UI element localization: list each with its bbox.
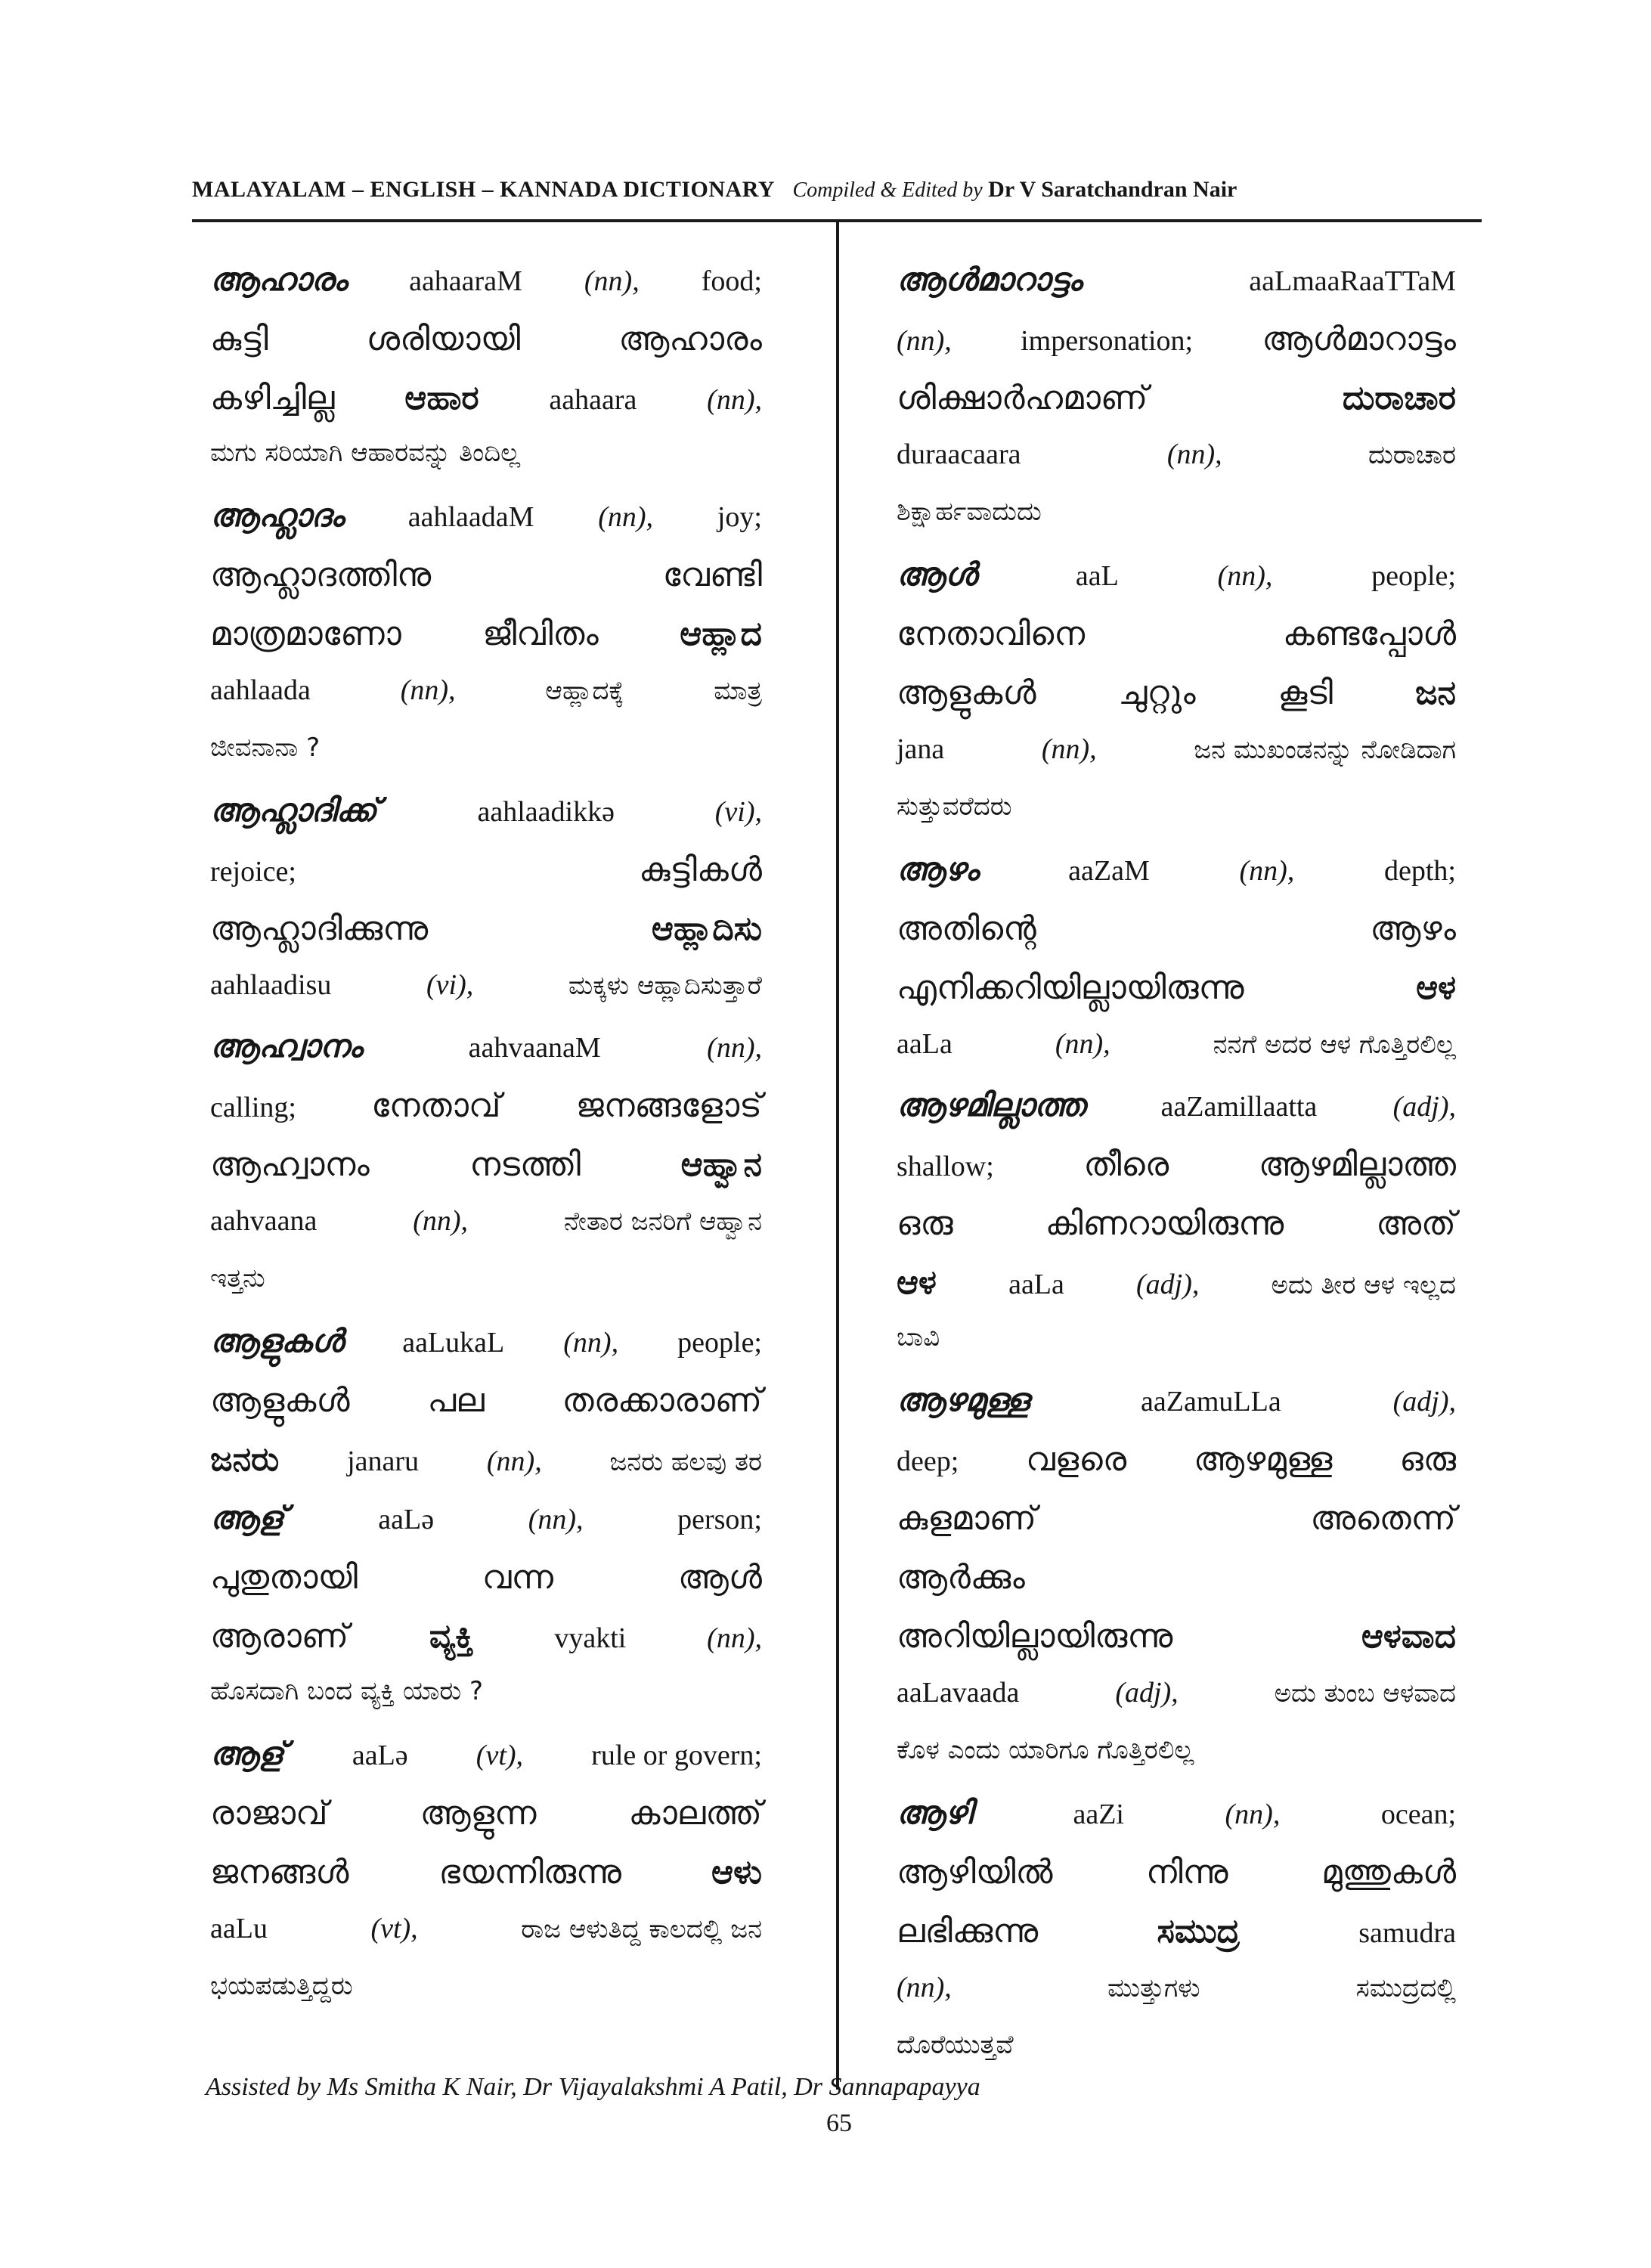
entry-line [897, 968, 1456, 1027]
entry-line [897, 261, 1456, 320]
malayalam-text: ആൾ [677, 1558, 762, 1597]
transliteration: aahlaada [210, 674, 311, 706]
entry-line [897, 1381, 1456, 1440]
compiled-label: Compiled & Edited by [792, 178, 983, 202]
part-of-speech: (nn), [1217, 560, 1273, 592]
malayalam-text: വേണ്ടി [662, 556, 762, 594]
kannada-text: ಅದು ತುಂಬ ಆಳವಾದ [1274, 1678, 1456, 1709]
part-of-speech: (nn), [400, 674, 456, 706]
malayalam-text: കുട്ടികൾ [639, 850, 762, 889]
kannada-equivalent: ದುರಾಚಾರ [1342, 379, 1456, 417]
entry-line [210, 1263, 762, 1322]
part-of-speech: (nn), [1041, 733, 1097, 765]
headword-malayalam: ആഴമില്ലാത്ത [897, 1086, 1086, 1123]
kannada-equivalent: ಆಹ್ಲಾದಿಸು [651, 909, 762, 948]
malayalam-text: ആഴം [1370, 909, 1456, 948]
part-of-speech: (nn), [598, 501, 654, 533]
malayalam-text: ആർക്കും [897, 1558, 1025, 1597]
kannada-equivalent: ಆಳು [711, 1853, 762, 1892]
malayalam-text: അത് [1376, 1204, 1456, 1243]
kannada-text: ಮುತ್ತುಗಳು [1107, 1973, 1200, 2003]
malayalam-text: നിന്നു [1145, 1853, 1228, 1892]
malayalam-text: അതിന്റെ [897, 909, 1036, 948]
part-of-speech: (nn), [707, 384, 762, 416]
entry-line [897, 1027, 1456, 1086]
transliteration: aahvaanaM [468, 1032, 601, 1064]
transliteration: aaLa [1008, 1269, 1064, 1300]
entry-line [210, 1676, 762, 1735]
malayalam-text: ആഴമുള്ള [1193, 1440, 1333, 1479]
entry-line [897, 1440, 1456, 1499]
entry-line [897, 320, 1456, 379]
entry-line [210, 1499, 762, 1558]
entry-line [897, 674, 1456, 733]
part-of-speech: (nn), [413, 1205, 468, 1237]
entry-line [897, 1558, 1456, 1617]
transliteration: aaZamillaatta [1160, 1091, 1318, 1123]
entry-line [210, 1322, 762, 1381]
headword-malayalam: ആഹ്ലാദം [210, 497, 344, 534]
entry-line [897, 1912, 1456, 1971]
headword-malayalam: ആഹ്ലാദിക്ക് [210, 792, 377, 829]
malayalam-text: ആരാണ് [210, 1617, 349, 1656]
malayalam-text: ആഹ്വാനം [210, 1145, 370, 1184]
transliteration: aaZaM [1068, 855, 1150, 887]
entry-line [897, 1204, 1456, 1263]
transliteration: people; [677, 1327, 762, 1359]
entry-line [210, 850, 762, 909]
entry-line [210, 1912, 762, 1971]
entry-line [897, 909, 1456, 968]
malayalam-text: ആഴിയിൽ [897, 1853, 1053, 1892]
part-of-speech: (vt), [475, 1740, 524, 1771]
transliteration: ocean; [1380, 1799, 1456, 1830]
entry-line [897, 733, 1456, 792]
part-of-speech: (nn), [563, 1327, 619, 1359]
malayalam-text: ഭയന്നിരുന്നു [438, 1853, 621, 1892]
part-of-speech: (nn), [584, 265, 640, 297]
malayalam-text: ജനങ്ങൾ [210, 1853, 349, 1892]
kannada-text: ಅದು ತೀರ ಆಳ ಇಲ್ಲದ [1271, 1270, 1456, 1300]
malayalam-text: ശിക്ഷാർഹമാണ് [897, 379, 1148, 417]
kannada-text: ರಾಜ ಆಳುತಿದ್ದ ಕಾಲದಲ್ಲಿ ಜನ [521, 1914, 762, 1944]
kannada-text: ಹೊಸದಾಗಿ ಬಂದ ವ್ಯಕ್ತಿ ಯಾರು ? [210, 1676, 484, 1706]
part-of-speech: (nn), [528, 1504, 584, 1535]
headword-malayalam: ആള് [210, 1499, 284, 1536]
entry-line [897, 556, 1456, 615]
entry-line [210, 909, 762, 968]
right-column [897, 261, 1456, 2089]
malayalam-text: മാത്രമാണോ [210, 615, 401, 653]
entry-line [210, 1735, 762, 1794]
transliteration: aahlaadisu [210, 969, 332, 1001]
part-of-speech: (vt), [370, 1913, 418, 1944]
malayalam-text: ഒരു [1399, 1440, 1456, 1479]
malayalam-text: രാജാവ് [210, 1794, 328, 1833]
kannada-text: ಮಾತ್ರ [714, 676, 762, 706]
headword-malayalam: ആള് [210, 1735, 284, 1772]
part-of-speech: (nn), [897, 1972, 952, 2003]
part-of-speech: (nn), [1225, 1799, 1281, 1830]
kannada-equivalent: ಜನರು [210, 1440, 280, 1479]
malayalam-text: ശരിയായി [366, 320, 521, 358]
kannada-text: ಸಮುದ್ರದಲ್ಲಿ [1355, 1973, 1456, 2003]
page-number: 65 [826, 2109, 852, 2137]
kannada-text: ಶಿಕ್ಷಾರ್ಹವಾದುದು [897, 497, 1042, 527]
malayalam-text: ആളുകൾ [897, 674, 1036, 712]
transliteration: aaLə [352, 1740, 408, 1771]
transliteration: aaLukaL [402, 1327, 505, 1359]
malayalam-text: തീരെ [1083, 1145, 1169, 1184]
left-column [210, 261, 762, 2030]
malayalam-text: ജീവിതം [482, 615, 599, 653]
malayalam-text: ആഹ്ലാദിക്കുന്നു [210, 909, 429, 948]
entry-line [210, 1086, 762, 1145]
entry-line [897, 1676, 1456, 1735]
part-of-speech: (nn), [707, 1622, 762, 1654]
transliteration: aaL [1075, 560, 1119, 592]
entry-line [897, 1145, 1456, 1204]
transliteration: deep; [897, 1445, 959, 1477]
transliteration: aahaaraM [409, 265, 522, 297]
malayalam-text: പല [427, 1381, 485, 1420]
kannada-text: ಆಹ್ಲಾದಕ್ಕೆ [545, 676, 624, 706]
entry-line [897, 379, 1456, 438]
transliteration: aahvaana [210, 1205, 318, 1237]
kannada-equivalent: ಆಳ [897, 1263, 937, 1302]
entry-line [897, 1499, 1456, 1558]
entry-line [210, 556, 762, 615]
entry-line [210, 1204, 762, 1263]
malayalam-text: പുതുതായി [210, 1558, 358, 1597]
headword-malayalam: ആഹ്വാനം [210, 1027, 363, 1064]
malayalam-text: കുട്ടി [210, 320, 268, 358]
kannada-equivalent: ಆಹ್ಲಾದ [680, 615, 762, 653]
part-of-speech: (nn), [486, 1445, 542, 1477]
dictionary-title: MALAYALAM – ENGLISH – KANNADA DICTIONARY [192, 177, 775, 202]
kannada-text: ಬಾವಿ [897, 1322, 940, 1352]
entry-line [897, 792, 1456, 850]
part-of-speech: (nn), [707, 1032, 762, 1064]
malayalam-text: കൂടി [1278, 674, 1334, 712]
headword-malayalam: ആൾ [897, 556, 977, 593]
transliteration: samudra [1358, 1917, 1456, 1949]
running-header [192, 177, 1477, 222]
entry-line [897, 1735, 1456, 1794]
entry-line [210, 1027, 762, 1086]
entry-line [210, 1971, 762, 2030]
kannada-equivalent: ಆಹ್ವಾನ [680, 1145, 762, 1184]
assisted-by-credit: Assisted by Ms Smitha K Nair, Dr Vijayalakshmi A Patil, Dr Sannapapayya [206, 2073, 980, 2101]
transliteration: aaLə [378, 1504, 435, 1535]
malayalam-text: അറിയില്ലായിരുന്നു [897, 1617, 1173, 1656]
entry-line [210, 1381, 762, 1440]
entry-line [897, 1322, 1456, 1381]
part-of-speech: (adj), [1392, 1386, 1456, 1418]
kannada-text: ಮಗು ಸರಿಯಾಗಿ ಆಹಾರವನ್ನು ತಿಂದಿಲ್ಲ [210, 438, 521, 468]
kannada-equivalent: ಆಳ [1416, 968, 1456, 1007]
entry-line [210, 1853, 762, 1912]
malayalam-text: കാലത്ത് [628, 1794, 762, 1833]
transliteration: aaLavaada [897, 1677, 1020, 1709]
entry-line [897, 497, 1456, 556]
transliteration: aaLu [210, 1913, 268, 1944]
entry-line [897, 1263, 1456, 1322]
transliteration: aahlaadikkə [477, 796, 615, 828]
malayalam-text: ആളുകൾ [210, 1381, 350, 1420]
part-of-speech: (nn), [1055, 1028, 1110, 1060]
malayalam-text: നേതാവിനെ [897, 615, 1086, 653]
part-of-speech: (adj), [1115, 1677, 1179, 1709]
kannada-text: ಜೀವನಾನಾ ? [210, 733, 321, 763]
entry-line [897, 1853, 1456, 1912]
part-of-speech: (nn), [1239, 855, 1295, 887]
entry-line [210, 261, 762, 320]
headword-malayalam: ആൾമാറാട്ടം [897, 261, 1082, 298]
malayalam-text: തരക്കാരാണ് [562, 1381, 762, 1420]
entry-line [897, 1794, 1456, 1853]
malayalam-text: കഴിച്ചില്ല [210, 379, 335, 417]
transliteration: aahaara [549, 384, 637, 416]
entry-line [210, 497, 762, 556]
entry-line [210, 1617, 762, 1676]
kannada-equivalent: ಜನ [1414, 674, 1456, 712]
headword-malayalam: ആളുകൾ [210, 1322, 344, 1359]
headword-malayalam: ആഹാരം [210, 261, 348, 298]
malayalam-text: ചുറ്റും [1118, 674, 1196, 712]
entry-line [210, 1794, 762, 1853]
kannada-equivalent: ಆಹಾರ [404, 379, 479, 417]
headword-malayalam: ആഴി [897, 1794, 972, 1831]
malayalam-text: അതെന്ന് [1310, 1499, 1456, 1538]
transliteration: depth; [1383, 855, 1456, 887]
entry-line [210, 379, 762, 438]
entry-line [210, 1145, 762, 1204]
kannada-text: ಜನ ಮುಖಂಡನನ್ನು ನೋಡಿದಾಗ [1194, 735, 1456, 765]
entry-line [897, 1971, 1456, 2030]
entry-line [210, 1440, 762, 1499]
transliteration: aahlaadaM [407, 501, 534, 533]
kannada-text: ದೊರೆಯುತ್ತವೆ [897, 2030, 1014, 2060]
kannada-equivalent: ಆಳವಾದ [1361, 1617, 1456, 1656]
transliteration: people; [1371, 560, 1456, 592]
transliteration: aaZamuLLa [1141, 1386, 1281, 1418]
malayalam-text: കിണറായിരുന്നു [1045, 1204, 1284, 1243]
part-of-speech: (adj), [1136, 1269, 1200, 1300]
headword-malayalam: ആഴം [897, 850, 979, 888]
malayalam-text: കുളമാണ് [897, 1499, 1036, 1538]
transliteration: duraacaara [897, 438, 1021, 470]
kannada-text: ನನಗೆ ಅದರ ಆಳ ಗೊತ್ತಿರಲಿಲ್ಲ [1213, 1030, 1456, 1060]
kannada-text: ಜನರು ಹಲವು ತರ [609, 1447, 762, 1477]
transliteration: janaru [347, 1445, 420, 1477]
malayalam-text: എനിക്കറിയില്ലായിരുന്നു [897, 968, 1244, 1007]
kannada-text: ದುರಾಚಾರ [1368, 440, 1456, 470]
transliteration: joy; [717, 501, 762, 533]
transliteration: person; [677, 1504, 762, 1535]
malayalam-text: ലഭിക്കുന്നു [897, 1912, 1039, 1950]
transliteration: aaZi [1073, 1799, 1124, 1830]
kannada-text: ಸುತ್ತುವರೆದರು [897, 792, 1012, 822]
malayalam-text: ആഴമില്ലാത്ത [1258, 1145, 1456, 1184]
column-divider [836, 222, 839, 2090]
malayalam-text: കണ്ടപ്പോൾ [1282, 615, 1456, 653]
part-of-speech: (nn), [897, 325, 952, 357]
part-of-speech: (vi), [426, 969, 474, 1001]
editor-name: Dr V Saratchandran Nair [988, 177, 1237, 202]
malayalam-text: മുത്തുകൾ [1321, 1853, 1456, 1892]
entry-line [210, 733, 762, 792]
malayalam-text: ആളുന്ന [420, 1794, 537, 1833]
transliteration: calling; [210, 1092, 296, 1123]
malayalam-text: ജനങ്ങളോട് [575, 1086, 762, 1125]
entry-line [897, 1617, 1456, 1676]
kannada-text: ಮಕ್ಕಳು ಆಹ್ಲಾದಿಸುತ್ತಾರೆ [568, 971, 762, 1001]
entry-line [897, 1086, 1456, 1145]
transliteration: aaLmaaRaaTTaM [1249, 265, 1456, 297]
malayalam-text: ആഹാരം [618, 320, 762, 358]
part-of-speech: (adj), [1392, 1091, 1456, 1123]
entry-line [210, 1558, 762, 1617]
malayalam-text: ആൾമാറാട്ടം [1262, 320, 1456, 358]
transliteration: impersonation; [1021, 325, 1194, 357]
entry-line [210, 320, 762, 379]
entry-line [210, 968, 762, 1027]
entry-line [210, 438, 762, 497]
kannada-equivalent: ಸಮುದ್ರ [1157, 1912, 1241, 1950]
entry-line [897, 615, 1456, 674]
part-of-speech: (nn), [1166, 438, 1222, 470]
entry-line [897, 438, 1456, 497]
headword-malayalam: ആഴമുള്ള [897, 1381, 1030, 1418]
transliteration: vyakti [554, 1622, 627, 1654]
entry-line [210, 674, 762, 733]
transliteration: jana [897, 733, 945, 765]
malayalam-text: നടത്തി [469, 1145, 581, 1184]
kannada-text: ಭಯಪಡುತ್ತಿದ್ದರು [210, 1971, 353, 2001]
transliteration: aaLa [897, 1028, 952, 1060]
entry-line [210, 615, 762, 674]
malayalam-text: ആഹ്ലാദത്തിനു [210, 556, 432, 594]
transliteration: rule or govern; [591, 1740, 762, 1771]
malayalam-text: വളരെ [1026, 1440, 1127, 1479]
transliteration: food; [701, 265, 762, 297]
entry-line [897, 850, 1456, 909]
part-of-speech: (vi), [714, 796, 762, 828]
entry-line [210, 792, 762, 850]
kannada-equivalent: ವ್ಯಕ್ತಿ [429, 1617, 474, 1656]
kannada-text: ಕೊಳ ಎಂದು ಯಾರಿಗೂ ಗೊತ್ತಿರಲಿಲ್ಲ [897, 1735, 1194, 1765]
malayalam-text: ഒരു [897, 1204, 953, 1243]
malayalam-text: നേതാവ് [371, 1086, 501, 1125]
kannada-text: ಇತ್ತನು [210, 1263, 265, 1294]
transliteration: shallow; [897, 1151, 994, 1182]
malayalam-text: വന്ന [482, 1558, 554, 1597]
transliteration: rejoice; [210, 856, 296, 888]
kannada-text: ನೇತಾರ ಜನರಿಗೆ ಆಹ್ವಾನ [563, 1207, 762, 1237]
